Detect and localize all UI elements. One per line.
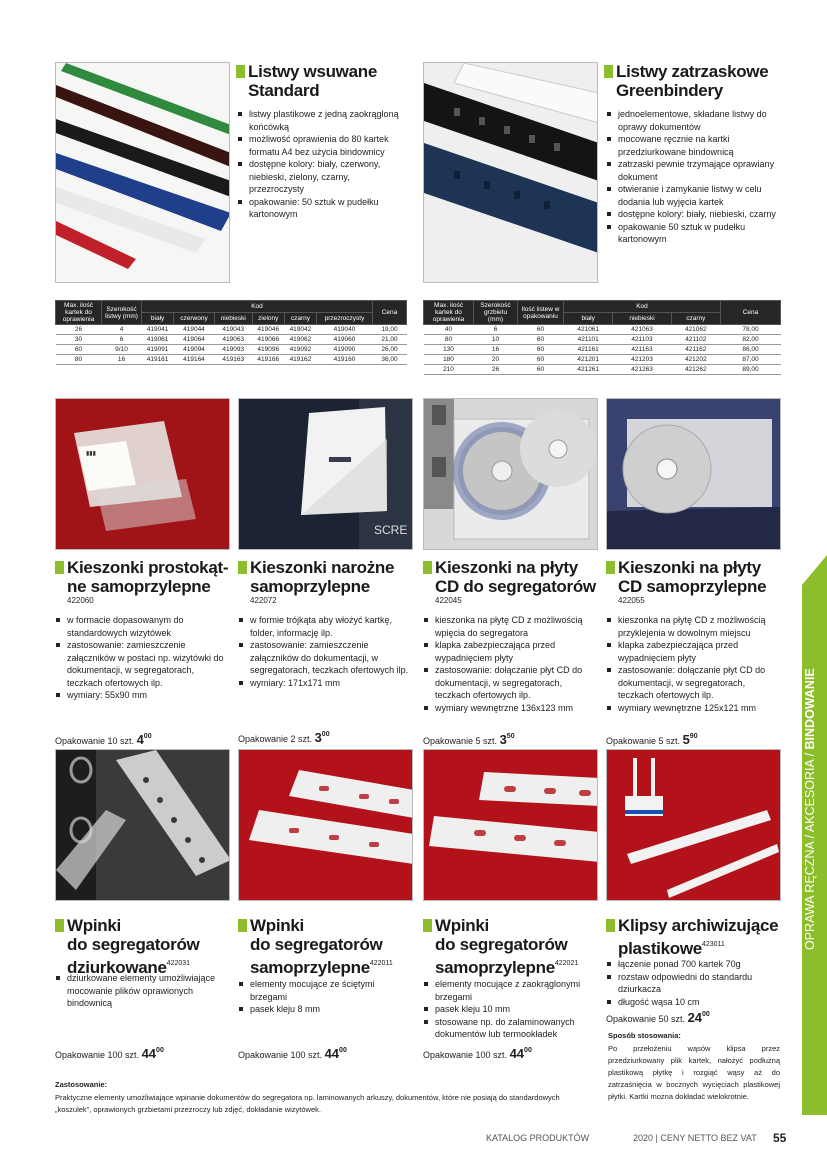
accent-square — [55, 561, 64, 574]
pack-price-adhesive-inserts-10mm: Opakowanie 100 szt. $44^{00}$ — [423, 1046, 532, 1061]
table-cell: 419063 — [214, 335, 252, 345]
photo-cd-pockets-adhesive — [606, 398, 781, 550]
table-cell: 26 — [474, 365, 518, 375]
product-title-cd-pockets-adhesive: Kieszonki na płyty CD samoprzylepne — [606, 558, 766, 596]
table-cell: 419044 — [174, 325, 215, 335]
table-cell: 80 — [56, 355, 102, 365]
table-header: Max. ilość kartek do oprawienia — [424, 301, 474, 325]
bullets-corner-pockets: w formie trójkąta aby włożyć kartkę, folder, informację ilp. zastosowanie: zamieszczenie załączników do dokumentacji, w segregatorach, teczkach ofertowych ilp. wymiary: 171x171 mm — [238, 614, 410, 689]
table-cell: 60 — [518, 335, 564, 345]
table-cell: 60 — [518, 365, 564, 375]
table-cell: 419096 — [252, 345, 284, 355]
table-cell: 419092 — [284, 345, 316, 355]
table-cell: 421063 — [613, 325, 671, 335]
table-cell: 6 — [102, 335, 142, 345]
table-cell: 10 — [474, 335, 518, 345]
pack-price-archive-clips: Opakowanie 50 szt. $24^{00}$ — [606, 1010, 710, 1025]
clip-usage-heading: Sposób stosowania: — [608, 1031, 681, 1040]
table-cell: 421263 — [613, 365, 671, 375]
product-title-cd-pockets-binder: Kieszonki na płyty CD do segregatorów — [423, 558, 596, 596]
accent-square — [606, 919, 615, 932]
product-code: 422055 — [618, 596, 645, 605]
table-cell: 419163 — [214, 355, 252, 365]
clip-usage-text: Po przełożeniu wąsów klipsa przez przedziurkowany plik kartek, nałożyć podłużną plastikową płytkę i rozgiąć wąsy aż do zatrzaśnięcia w bocznych wycięciach plastikowej płytki. Kartki można dokładać wielokrotnie. — [608, 1044, 780, 1101]
table-row — [424, 325, 781, 335]
table-header: Ilość listew w opakowaniu — [518, 301, 564, 325]
photo-slide-binders — [55, 62, 230, 283]
table-cell: 421062 — [671, 325, 720, 335]
table-cell: 421201 — [564, 355, 613, 365]
photo-adhesive-inserts-10mm — [423, 749, 598, 901]
table-cell: 419166 — [252, 355, 284, 365]
table-cell: 60 — [518, 325, 564, 335]
table-cell: 419064 — [174, 335, 215, 345]
table-cell: 180 — [424, 355, 474, 365]
accent-square — [238, 919, 247, 932]
svg-text:▮▮▮: ▮▮▮ — [86, 451, 96, 457]
table-cell: 82,00 — [721, 335, 781, 345]
table-cell: 16 — [474, 345, 518, 355]
photo-perforated-inserts — [55, 749, 230, 901]
usage-heading: Zastosowanie: — [55, 1080, 108, 1089]
category-label: OPRAWA RĘCZNA / AKCESORIA / BINDOWANIE — [803, 668, 817, 950]
table-cell: 19,00 — [373, 325, 407, 335]
table-header: Kod — [564, 301, 721, 313]
table-row — [424, 335, 781, 345]
table-cell: 421061 — [564, 325, 613, 335]
accent-square — [238, 561, 247, 574]
table-cell: 16 — [102, 355, 142, 365]
bullets-adhesive-inserts-8mm: elementy mocujące ze ściętymi brzegami pasek kleju 8 mm — [238, 978, 410, 1016]
table-row — [56, 355, 407, 365]
product-code: 422072 — [250, 596, 277, 605]
accent-square — [604, 65, 613, 78]
bullets-perforated-inserts: dziurkowane elementy umożliwiające mocowanie plików oprawionych bindownicą — [55, 972, 227, 1010]
spec-table-greenbinders: Max. ilość kartek do oprawienia Szerokość grzbietu (mm) Ilość listew w opakowaniu Kod Cena biały niebieski czarny 40 6 60 421061 421063 421062 78,00 80 10 60 421101 421103 421102 82,00 130 16 60 421161 421163 421162 86,00 180 20 60 421201 421203 421202 87,00 210 26 60 421261 421263 421262 89,00 — [423, 300, 781, 375]
bullets-adhesive-inserts-10mm: elementy mocujące z zaokrąglonymi brzegami pasek kleju 10 mm stosowane np. do zalaminowanych dokumentów lub termookładek — [423, 978, 598, 1041]
photo-greenbinders — [423, 62, 598, 283]
bullets-archive-clips: łączenie ponad 700 kartek 70g rozstaw odpowiedni do standardu dziurkacza długość wąsa 10 cm — [606, 958, 778, 1008]
table-cell: 30 — [56, 335, 102, 345]
table-cell: 86,00 — [721, 345, 781, 355]
product-title-perforated-inserts: Wpinki do segregatorów dziurkowane$^{422031}$ — [55, 916, 199, 977]
photo-corner-pockets — [238, 398, 413, 550]
table-cell: 419060 — [317, 335, 373, 345]
accent-square — [423, 561, 432, 574]
table-cell: 26,00 — [373, 345, 407, 355]
table-cell: 419061 — [142, 335, 174, 345]
accent-square — [606, 561, 615, 574]
photo-archive-clips — [606, 749, 781, 901]
table-cell: 87,00 — [721, 355, 781, 365]
table-cell: 36,00 — [373, 355, 407, 365]
table-cell: 419161 — [142, 355, 174, 365]
table-cell: 419094 — [174, 345, 215, 355]
product-title-rect-pockets: Kieszonki prostokąt- ne samoprzylepne — [55, 558, 228, 596]
footer-year: 2020 | CENY NETTO BEZ VAT — [633, 1133, 757, 1143]
table-cell: 419164 — [174, 355, 215, 365]
photo-rect-pockets — [55, 398, 230, 550]
table-header: Cena — [373, 301, 407, 325]
table-cell: 419066 — [252, 335, 284, 345]
table-cell: 421162 — [671, 345, 720, 355]
table-header: Kod — [142, 301, 373, 313]
bullets-rect-pockets: w formacie dopasowanym do standardowych wizytówek zastosowanie: zamieszczenie załączników w postaci np. wizytówki do dokumentacji, w segregatorach, teczkach ofertowych ilp. wymiary: 55x90 mm — [55, 614, 227, 702]
photo-adhesive-inserts-8mm — [238, 749, 413, 901]
table-cell: 421262 — [671, 365, 720, 375]
table-header: Szerokość grzbietu (mm) — [474, 301, 518, 325]
table-header: Szerokość listwy (mm) — [102, 301, 142, 325]
bullets-cd-pockets-adhesive: kieszonka na płytę CD z możliwością przyklejenia w dowolnym miejscu klapka zabezpieczająca przed wypadnięciem płyty zastosowanie: dołączanie płyt CD do dokumentacji, w segregatorach, teczkach ofertowych ilp. wymiary wewnętrzne 125x121 mm — [606, 614, 781, 714]
photo-cd-pockets-binder — [423, 398, 598, 550]
pack-price-rect-pockets: Opakowanie 10 szt. $4^{00}$ — [55, 732, 152, 747]
table-row — [424, 365, 781, 375]
table-cell: 421163 — [613, 345, 671, 355]
product-title-greenbinders: Listwy zatrzaskowe Greenbindery — [604, 62, 768, 100]
table-cell: 60 — [518, 355, 564, 365]
pack-price-corner-pockets: Opakowanie 2 szt. $3^{00}$ — [238, 730, 330, 745]
table-cell: 419041 — [142, 325, 174, 335]
table-cell: 80 — [424, 335, 474, 345]
table-cell: 421261 — [564, 365, 613, 375]
table-cell: 210 — [424, 365, 474, 375]
page-number: 55 — [773, 1131, 787, 1145]
table-cell: 60 — [56, 345, 102, 355]
table-cell: 4 — [102, 325, 142, 335]
product-title-adhesive-inserts-10mm: Wpinki do segregatorów samoprzylepne$^{422021}$ — [423, 916, 578, 977]
table-cell: 419093 — [214, 345, 252, 355]
accent-square — [55, 919, 64, 932]
svg-text:SCRE: SCRE — [374, 523, 408, 537]
table-cell: 419046 — [252, 325, 284, 335]
table-cell: 6 — [474, 325, 518, 335]
pack-price-cd-pockets-binder: Opakowanie 5 szt. $3^{50}$ — [423, 732, 515, 747]
footer-catalog: KATALOG PRODUKTÓW — [486, 1133, 590, 1143]
usage-text: Praktyczne elementy umożliwiające wpinanie dokumentów do segregatora np. laminowanych arkuszy, dokumentów, które nie posiają do standardowych „koszulek”, oprawionych grzbietami przezroczy lub zdjęć, dokładanie wizytówek. — [55, 1093, 560, 1114]
table-cell: 419160 — [317, 355, 373, 365]
product-code: 422045 — [435, 596, 462, 605]
pack-price-cd-pockets-adhesive: Opakowanie 5 szt. $5^{90}$ — [606, 732, 698, 747]
table-cell: 421202 — [671, 355, 720, 365]
table-cell: 40 — [424, 325, 474, 335]
accent-square — [236, 65, 245, 78]
bullets-greenbinders: jednoelementowe, składane listwy do oprawy dokumentów mocowane ręcznie na kartki przedziurkowane bindownicą zatrzaski pewnie trzymające oprawiany dokument otwieranie i zamykanie listwy w celu dodania lub wyjęcia kartek dostępne kolory: biały, niebieski, czarny opakowanie 50 sztuk w pudełku kartonowym — [606, 108, 778, 246]
product-title-slide-binders: Listwy wsuwane Standard — [236, 62, 377, 100]
table-row — [56, 335, 407, 345]
table-cell: 419062 — [284, 335, 316, 345]
table-cell: 419091 — [142, 345, 174, 355]
table-row — [424, 355, 781, 365]
table-cell: 419162 — [284, 355, 316, 365]
product-title-corner-pockets: Kieszonki narożne samoprzylepne — [238, 558, 394, 596]
table-cell: 78,00 — [721, 325, 781, 335]
table-cell: 421203 — [613, 355, 671, 365]
spec-table-slide-binders: Max. ilość kartek do oprawienia Szerokość listwy (mm) Kod Cena biały czerwony niebieski zielony czarny przezroczysty 26 4 419041 419044 419043 419046 419042 419040 19,00 30 6 419061 419064 419063 419066 419062 419060 21,00 60 9/10 419091 419094 419093 419096 419092 419090 26,00 80 16 419161 419164 419163 419166 419162 419160 36,00 — [55, 300, 407, 365]
table-cell: 419040 — [317, 325, 373, 335]
table-cell: 421161 — [564, 345, 613, 355]
bullets-slide-binders: listwy plastikowe z jedną zaokrągloną końcówką możliwość oprawienia do 80 kartek formatu A4 bez użycia bindownicy dostępne kolory: biały, czerwony, niebieski, zielony, czarny, przezroczysty opakowanie: 50 sztuk w pudełku kartonowym — [237, 108, 407, 221]
table-cell: 26 — [56, 325, 102, 335]
product-title-archive-clips: Klipsy archiwizujące plastikowe$^{423011}$ — [606, 916, 778, 958]
product-title-adhesive-inserts-8mm: Wpinki do segregatorów samoprzylepne$^{422011}$ — [238, 916, 393, 977]
table-row — [424, 345, 781, 355]
table-cell: 421103 — [613, 335, 671, 345]
table-cell: 419090 — [317, 345, 373, 355]
product-code: 422060 — [67, 596, 94, 605]
table-header: Cena — [721, 301, 781, 325]
table-cell: 419042 — [284, 325, 316, 335]
pack-price-adhesive-inserts-8mm: Opakowanie 100 szt. $44^{00}$ — [238, 1046, 347, 1061]
bullets-cd-pockets-binder: kieszonka na płytę CD z możliwością wpięcia do segregatora klapka zabezpieczająca przed wypadnięciem płyty zastosowanie: dołączanie płyt CD do dokumentacji, w segregatorach, teczkach ofertowych ilp. wymiary wewnętrzne 136x123 mm — [423, 614, 598, 714]
table-cell: 419043 — [214, 325, 252, 335]
table-cell: 9/10 — [102, 345, 142, 355]
table-cell: 20 — [474, 355, 518, 365]
table-cell: 421101 — [564, 335, 613, 345]
table-cell: 60 — [518, 345, 564, 355]
pack-price-perforated-inserts: Opakowanie 100 szt. $44^{00}$ — [55, 1046, 164, 1061]
table-header: Max. ilość kartek do oprawienia — [56, 301, 102, 325]
table-row — [56, 345, 407, 355]
table-cell: 130 — [424, 345, 474, 355]
table-cell: 21,00 — [373, 335, 407, 345]
table-cell: 421102 — [671, 335, 720, 345]
table-cell: 89,00 — [721, 365, 781, 375]
table-row — [56, 325, 407, 335]
accent-square — [423, 919, 432, 932]
